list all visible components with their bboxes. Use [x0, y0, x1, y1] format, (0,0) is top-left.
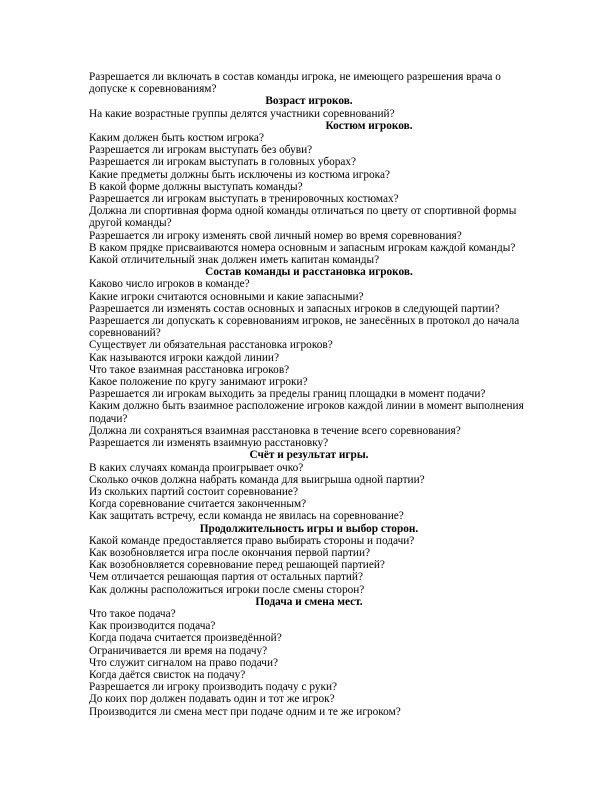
section-heading-team: Состав команды и расстановка игроков.: [205, 266, 413, 279]
question-line: Как защитать встречу, если команда не явилась на соревнование?: [89, 510, 404, 523]
document-page: [89, 71, 529, 718]
question-line: Как производится подача?: [89, 620, 216, 633]
question-line: Разрешается ли игрокам выходить за пределы границ площадки в момент подачи?: [89, 388, 486, 401]
question-line: В каком прядке присваиваются номера основным и запасным игрокам каждой команды?: [89, 241, 516, 254]
question-line: До коих пор должен подавать один и тот же игрок?: [89, 693, 335, 706]
section-heading-costume: Костюм игроков.: [325, 119, 413, 132]
question-line: Должна ли сохраняться взаимная расстановка в течение всего соревнования?: [89, 424, 461, 437]
question-line: Ограничивается ли время на подачу?: [89, 644, 268, 657]
question-line: На какие возрастные группы делятся участники соревнований?: [89, 107, 395, 120]
question-line: Что такое взаимная расстановка игроков?: [89, 363, 290, 376]
question-line: Разрешается ли игрокам выступать без обуви?: [89, 144, 313, 157]
question-line: Как возобновляется игра после окончания первой партии?: [89, 546, 371, 559]
intro-question: Разрешается ли включать в состав команды игрока, не имеющего разрешения врача о допуске к соревнованиям?: [89, 71, 501, 96]
question-line: Из скольких партий состоит соревнование?: [89, 485, 298, 498]
question-line: Разрешается ли игрокам выступать в тренировочных костюмах?: [89, 193, 399, 206]
question-line: Какое положение по кругу занимают игроки?: [89, 376, 308, 389]
question-line: В какой форме должны выступать команды?: [89, 180, 303, 193]
question-line: Какой отличительный знак должен иметь капитан команды?: [89, 254, 380, 267]
question-line: Как должны расположиться игроки после смены сторон?: [89, 583, 365, 596]
question-line: Каково число игроков в команде?: [89, 278, 250, 291]
question-line: Разрешается ли изменять взаимную расстановку?: [89, 437, 329, 450]
question-line: Когда подача считается произведённой?: [89, 632, 282, 645]
question-line: Что такое подача?: [89, 607, 176, 620]
question-line: Сколько очков должна набрать команда для выигрыша одной партии?: [89, 473, 425, 486]
question-line: В каких случаях команда проигрывает очко?: [89, 461, 304, 474]
question-line: Какие предметы должны быть исключены из костюма игрока?: [89, 168, 390, 181]
question-line: Чем отличается решающая партия от остальных партий?: [89, 571, 363, 584]
question-line: Разрешается ли допускать к соревнованиям игроков, не занесённых в протокол до начала соревнований?: [89, 315, 520, 340]
section-heading-age: Возраст игроков.: [265, 95, 353, 108]
section-heading-serve: Подача и смена мест.: [255, 595, 363, 608]
question-line: Как называются игроки каждой линии?: [89, 351, 279, 364]
question-line: Разрешается ли игроку производить подачу с руки?: [89, 681, 338, 694]
question-line: Что служит сигналом на право подачи?: [89, 656, 279, 669]
question-line: Производится ли смена мест при подаче одним и те же игроком?: [89, 705, 401, 718]
question-line: Когда соревнование считается законченным?: [89, 498, 307, 511]
question-line: Каким должно быть взаимное расположение игроков каждой линии в момент выполнения подачи?: [89, 400, 524, 425]
question-line: Какие игроки считаются основными и какие запасными?: [89, 290, 364, 303]
question-line: Должна ли спортивная форма одной команды отличаться по цвету от спортивной формы другой команды?: [89, 205, 517, 230]
question-line: Когда даётся свисток на подачу?: [89, 668, 246, 681]
question-line: Разрешается ли игрокам выступать в головных уборах?: [89, 156, 357, 169]
section-heading-duration: Продолжительность игры и выбор сторон.: [199, 522, 419, 535]
question-line: Разрешается ли изменять состав основных и запасных игроков в следующей партии?: [89, 302, 500, 315]
question-line: Как возобновляется соревнование перед решающей партией?: [89, 559, 385, 572]
question-line: Какой команде предоставляется право выбирать стороны и подачи?: [89, 534, 415, 547]
question-line: Разрешается ли игроку изменять свой личный номер во время соревнования?: [89, 229, 462, 242]
question-line: Каким должен быть костюм игрока?: [89, 132, 264, 145]
question-line: Существует ли обязательная расстановка игроков?: [89, 339, 333, 352]
section-heading-score: Счёт и результат игры.: [249, 449, 369, 462]
